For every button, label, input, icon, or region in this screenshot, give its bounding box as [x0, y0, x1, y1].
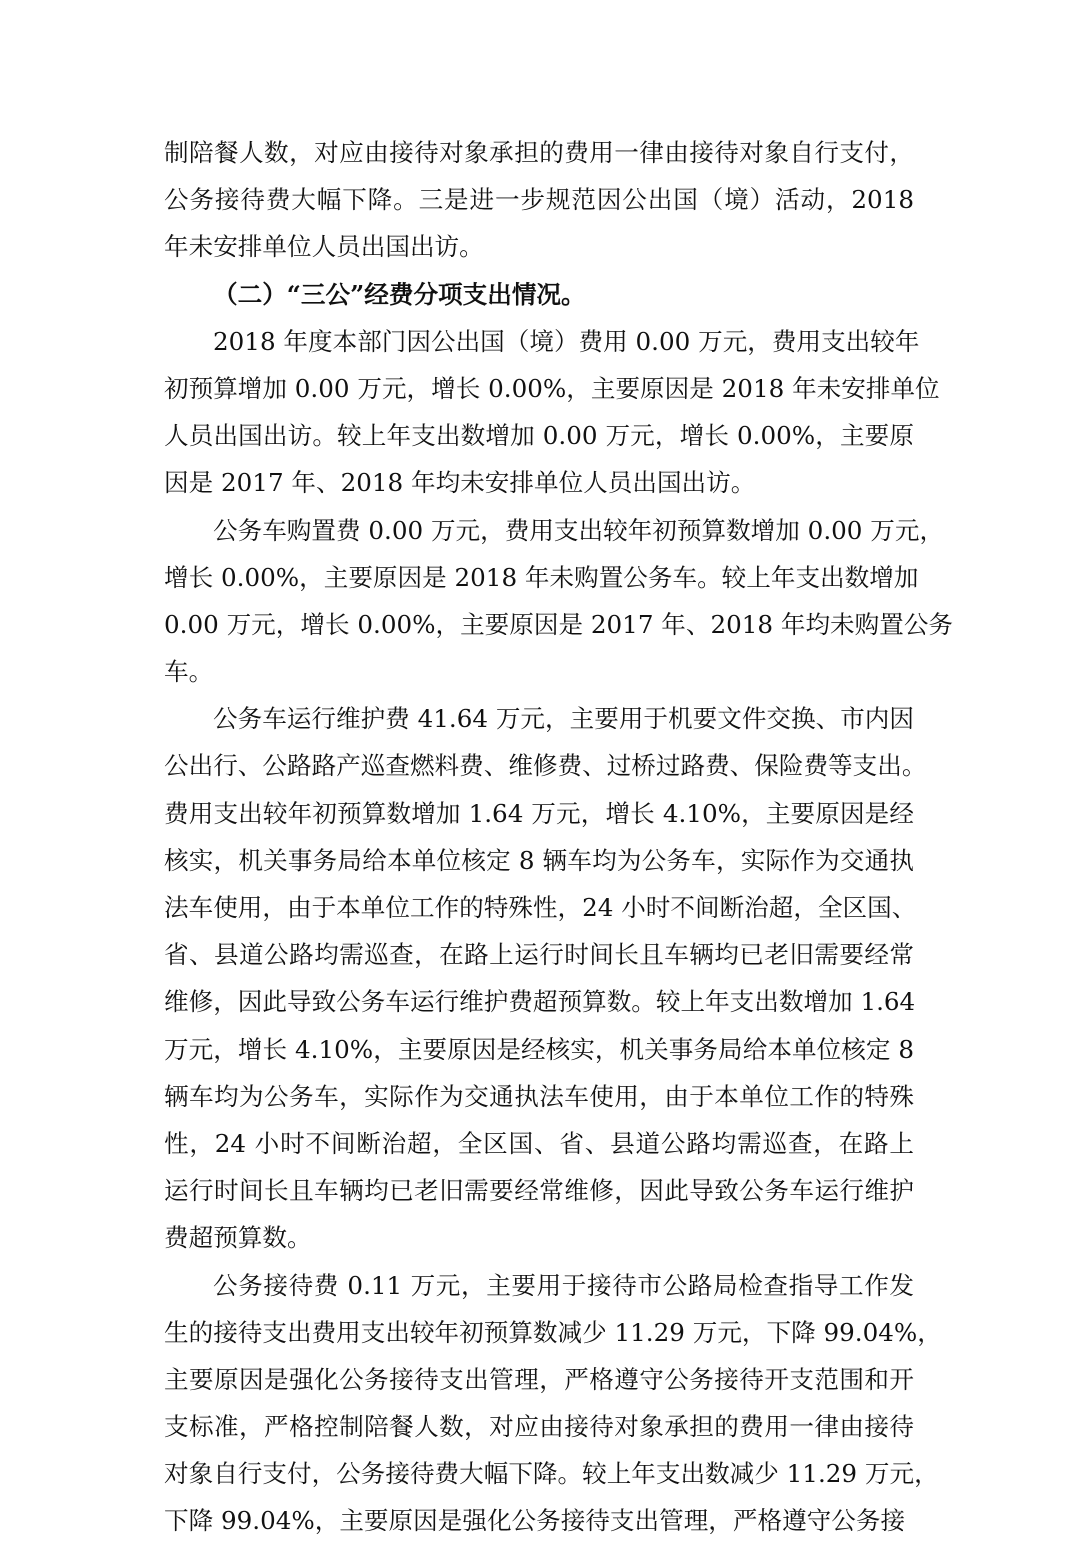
text-line: 维修，因此导致公务车运行维护费超预算数。较上年支出数增加 1.64	[164, 987, 916, 1017]
text-line: 公务接待费大幅下降。三是进一步规范因公出国（境）活动，2018	[164, 185, 914, 215]
text-line: 制陪餐人数，对应由接待对象承担的费用一律由接待对象自行支付，	[164, 138, 914, 167]
text-line: 增长 0.00%，主要原因是 2018 年未购置公务车。较上年支出数增加	[164, 562, 919, 592]
text-line: 生的接待支出费用支出较年初预算数减少 11.29 万元，下降 99.04%，	[164, 1317, 942, 1347]
text-line: 车。	[164, 657, 214, 687]
document-body	[164, 129, 954, 1545]
text-line: 对象自行支付，公务接待费大幅下降。较上年支出数减少 11.29 万元，	[164, 1459, 939, 1489]
paragraph-overseas-travel	[164, 318, 940, 507]
text-line: 2018 年度本部门因公出国（境）费用 0.00 万元，费用支出较年	[213, 326, 920, 356]
text-line: 费用支出较年初预算数增加 1.64 万元，增长 4.10%，主要原因是经	[164, 798, 914, 828]
text-line: 省、县道公路均需巡查，在路上运行时间长且车辆均已老旧需要经常	[164, 940, 914, 970]
text-line: 下降 99.04%，主要原因是强化公务接待支出管理，严格遵守公务接	[164, 1506, 906, 1536]
text-line: 主要原因是强化公务接待支出管理，严格遵守公务接待开支范围和开	[164, 1364, 914, 1394]
text-line: 费超预算数。	[164, 1223, 312, 1253]
paragraph-vehicle-purchase	[164, 507, 954, 696]
paragraph-vehicle-maintenance	[164, 695, 927, 1261]
section-heading	[164, 271, 914, 318]
text-line: 年未安排单位人员出国出访。	[164, 232, 484, 262]
text-line: 辆车均为公务车，实际作为交通执法车使用，由于本单位工作的特殊	[164, 1081, 914, 1111]
text-line: 运行时间长且车辆均已老旧需要经常维修，因此导致公务车运行维护	[164, 1176, 914, 1206]
text-line: 0.00 万元，增长 0.00%，主要原因是 2017 年、2018 年均未购置公务	[164, 609, 954, 639]
paragraph-official-reception	[164, 1262, 942, 1545]
heading-line: （二）“三公”经费分项支出情况。	[213, 279, 586, 309]
text-line: 因是 2017 年、2018 年均未安排单位人员出国出访。	[164, 468, 756, 498]
text-line: 公务车购置费 0.00 万元，费用支出较年初预算数增加 0.00 万元，	[213, 515, 945, 545]
text-line: 公务接待费 0.11 万元，主要用于接待市公路局检查指导工作发	[213, 1270, 914, 1300]
paragraph-continuation	[164, 129, 914, 271]
text-line: 公务车运行维护费 41.64 万元，主要用于机要文件交换、市内因	[213, 704, 914, 734]
text-line: 核实，机关事务局给本单位核定 8 辆车均为公务车，实际作为交通执	[164, 845, 914, 875]
text-line: 性，24 小时不间断治超，全区国、省、县道公路均需巡查，在路上	[164, 1128, 914, 1158]
text-line: 法车使用，由于本单位工作的特殊性，24 小时不间断治超，全区国、	[164, 893, 917, 922]
text-line: 万元，增长 4.10%，主要原因是经核实，机关事务局给本单位核定 8	[164, 1034, 914, 1064]
text-line: 人员出国出访。较上年支出数增加 0.00 万元，增长 0.00%，主要原	[164, 421, 914, 451]
text-line: 公出行、公路路产巡查燃料费、维修费、过桥过路费、保险费等支出。	[164, 751, 927, 781]
text-line: 支标准，严格控制陪餐人数，对应由接待对象承担的费用一律由接待	[164, 1412, 914, 1442]
text-line: 初预算增加 0.00 万元，增长 0.00%，主要原因是 2018 年未安排单位	[164, 373, 940, 403]
